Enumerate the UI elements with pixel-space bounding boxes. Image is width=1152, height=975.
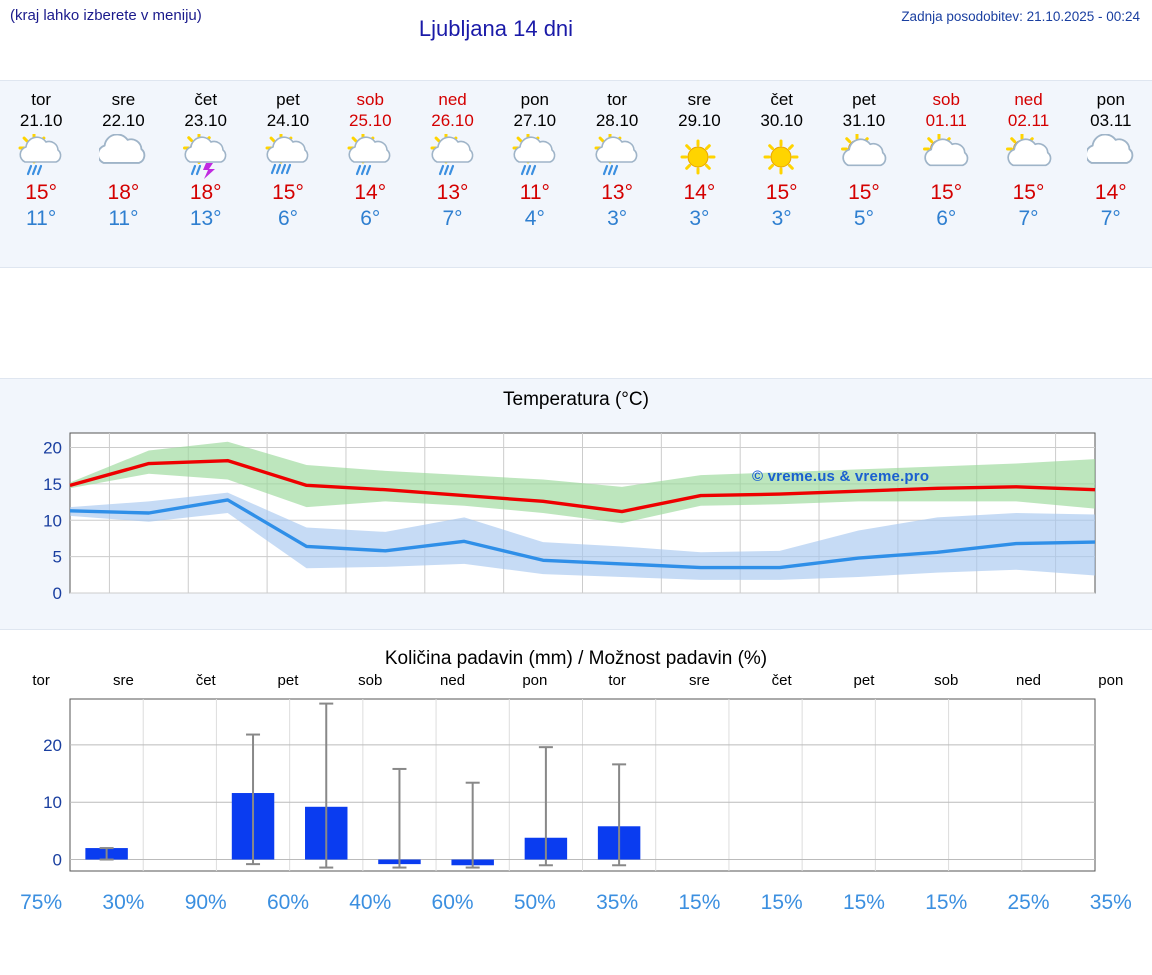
day-temp-max: 14° [683,181,716,204]
temperature-section [0,378,1152,630]
precip-probability-value: 40% [349,891,392,914]
precip-probability-value: 60% [266,891,309,914]
page-title-text: Ljubljana 14 dni [418,16,574,41]
page-header [0,0,1152,46]
temperature-chart-title: Temperatura (°C) [503,389,649,410]
precipitation-probability-row [0,891,1152,915]
sun-cloud-rain-icon [411,134,493,180]
forecast-days-strip [0,80,1152,268]
location-menu-note: (kraj lahko izberete v meniju) [10,7,202,24]
day-name: pet [852,90,876,109]
sun-icon [658,134,740,180]
temperature-chart-svg [0,411,1152,621]
precipitation-chart [0,689,1152,889]
precip-day-label: tor [608,672,626,689]
day-date: 23.10 [184,111,227,130]
day-name: čet [194,90,218,109]
svg-text:0: 0 [52,850,62,870]
day-temp-min: 7° [1100,207,1121,230]
precip-probability-value: 15% [760,891,803,914]
sun-cloud-rain-icon [576,134,658,180]
precip-probability-value: 15% [842,891,885,914]
forecast-day-4 [329,81,411,267]
forecast-day-8 [658,81,740,267]
forecast-day-5 [411,81,493,267]
sun-icon [741,134,823,180]
precip-day-label: sob [934,672,959,689]
day-temp-min: 4° [524,207,545,230]
precipitation-chart-title: Količina padavin (mm) / Možnost padavin (%) [384,648,768,669]
day-temp-min: 13° [189,207,222,230]
precip-day-label: tor [32,672,50,689]
precip-probability-value: 50% [513,891,556,914]
day-temp-min: 11° [26,207,57,230]
precip-day-label: čet [771,672,792,689]
day-temp-max: 14° [354,181,387,204]
svg-text:20: 20 [43,735,62,755]
sun-cloud-rain-icon [329,134,411,180]
precip-day-label: sob [358,672,383,689]
precip-probability-value: 30% [102,891,145,914]
day-temp-min: 6° [277,207,299,230]
day-temp-min: 6° [936,207,957,230]
day-name: ned [438,90,467,109]
precip-day-label: sre [688,672,710,689]
precip-day-label: čet [195,672,216,689]
day-name: pet [276,90,300,109]
precip-probability-value: 15% [925,891,968,914]
sun-cloud-icon [987,134,1069,180]
day-name: sob [932,90,960,109]
forecast-day-0 [0,81,82,267]
day-name: sre [111,90,136,109]
forecast-day-13 [1070,81,1152,267]
forecast-day-2 [165,81,247,267]
precip-probability-value: 60% [431,891,474,914]
forecast-day-6 [494,81,576,267]
precip-probability-value: 15% [678,891,721,914]
forecast-day-11 [905,81,987,267]
last-update-label: Zadnja posodobitev: 21.10.2025 - 00:24 [901,9,1140,24]
day-temp-min: 3° [607,207,628,230]
precip-probability-value: 75% [20,891,63,914]
day-temp-max: 15° [272,181,304,204]
temperature-chart [0,411,1152,621]
sun-cloud-rain-icon [494,134,576,180]
day-temp-max: 15° [848,181,880,204]
precip-probability-value: 90% [184,891,227,914]
precip-day-label: ned [440,672,466,689]
day-name: sob [356,90,384,109]
day-date: 30.10 [760,111,803,130]
day-temp-min: 5° [853,207,874,230]
day-temp-min: 3° [771,207,792,230]
day-date: 31.10 [842,111,886,130]
cloud-icon [82,134,164,180]
day-temp-min: 11° [108,207,139,230]
day-date: 03.11 [1090,111,1132,130]
precip-day-label: sre [113,672,134,689]
day-date: 24.10 [266,111,310,130]
forecast-day-12 [987,81,1069,267]
sun-cloud-icon [823,134,905,180]
day-name: čet [770,90,794,109]
day-name: pon [520,90,550,109]
day-temp-min: 7° [1018,207,1039,230]
day-date: 02.11 [1007,111,1050,130]
day-date: 28.10 [595,111,639,130]
day-date: 21.10 [19,111,63,130]
day-name: tor [31,90,52,109]
precipitation-section [0,636,1152,975]
sun-cloud-icon [905,134,987,180]
cloud-icon [1070,134,1152,180]
day-temp-max: 15° [1012,181,1045,204]
day-temp-max: 15° [930,181,963,204]
sun-cloud-storm-icon [165,134,247,180]
day-temp-max: 13° [601,181,633,204]
forecast-day-10 [823,81,905,267]
day-date: 29.10 [678,111,721,130]
day-temp-max: 13° [436,181,469,204]
day-name: tor [607,90,628,109]
day-temp-min: 6° [360,207,381,230]
precip-day-label: pon [522,672,548,689]
svg-text:20: 20 [43,438,62,458]
day-temp-min: 7° [442,207,463,230]
precipitation-chart-svg [0,689,1152,889]
day-name: pon [1096,90,1125,109]
svg-text:10: 10 [43,793,62,813]
precip-probability-value: 35% [1089,891,1132,914]
precip-day-label: ned [1016,672,1042,689]
sun-cloud-rain-icon [0,134,82,180]
forecast-day-7 [576,81,658,267]
day-temp-max: 15° [765,181,798,204]
precip-day-label: pon [1098,672,1124,689]
day-temp-max: 11° [519,181,550,204]
svg-text:5: 5 [52,547,62,567]
sun-cloud-rain-heavy-icon [247,134,329,180]
day-temp-max: 18° [189,181,222,204]
precip-day-label: pet [277,672,299,689]
precip-day-label: pet [853,672,875,689]
svg-text:10: 10 [43,511,62,531]
day-name: sre [687,90,712,109]
day-date: 22.10 [102,111,145,130]
day-date: 26.10 [431,111,474,130]
day-temp-max: 14° [1094,181,1127,204]
day-date: 25.10 [348,111,392,130]
forecast-day-9 [741,81,823,267]
precip-probability-value: 35% [596,891,639,914]
precipitation-day-labels [0,672,1152,689]
forecast-day-3 [247,81,329,267]
svg-text:0: 0 [52,584,62,603]
svg-text:15: 15 [43,474,62,494]
day-date: 27.10 [513,111,557,130]
day-temp-max: 18° [107,181,140,204]
day-date: 01.11 [925,111,967,130]
day-name: ned [1014,90,1043,109]
precip-probability-value: 25% [1007,891,1050,914]
copyright-watermark: © vreme.us & vreme.pro [752,468,930,485]
forecast-day-1 [82,81,164,267]
day-temp-max: 15° [25,181,58,204]
day-temp-min: 3° [689,207,710,230]
